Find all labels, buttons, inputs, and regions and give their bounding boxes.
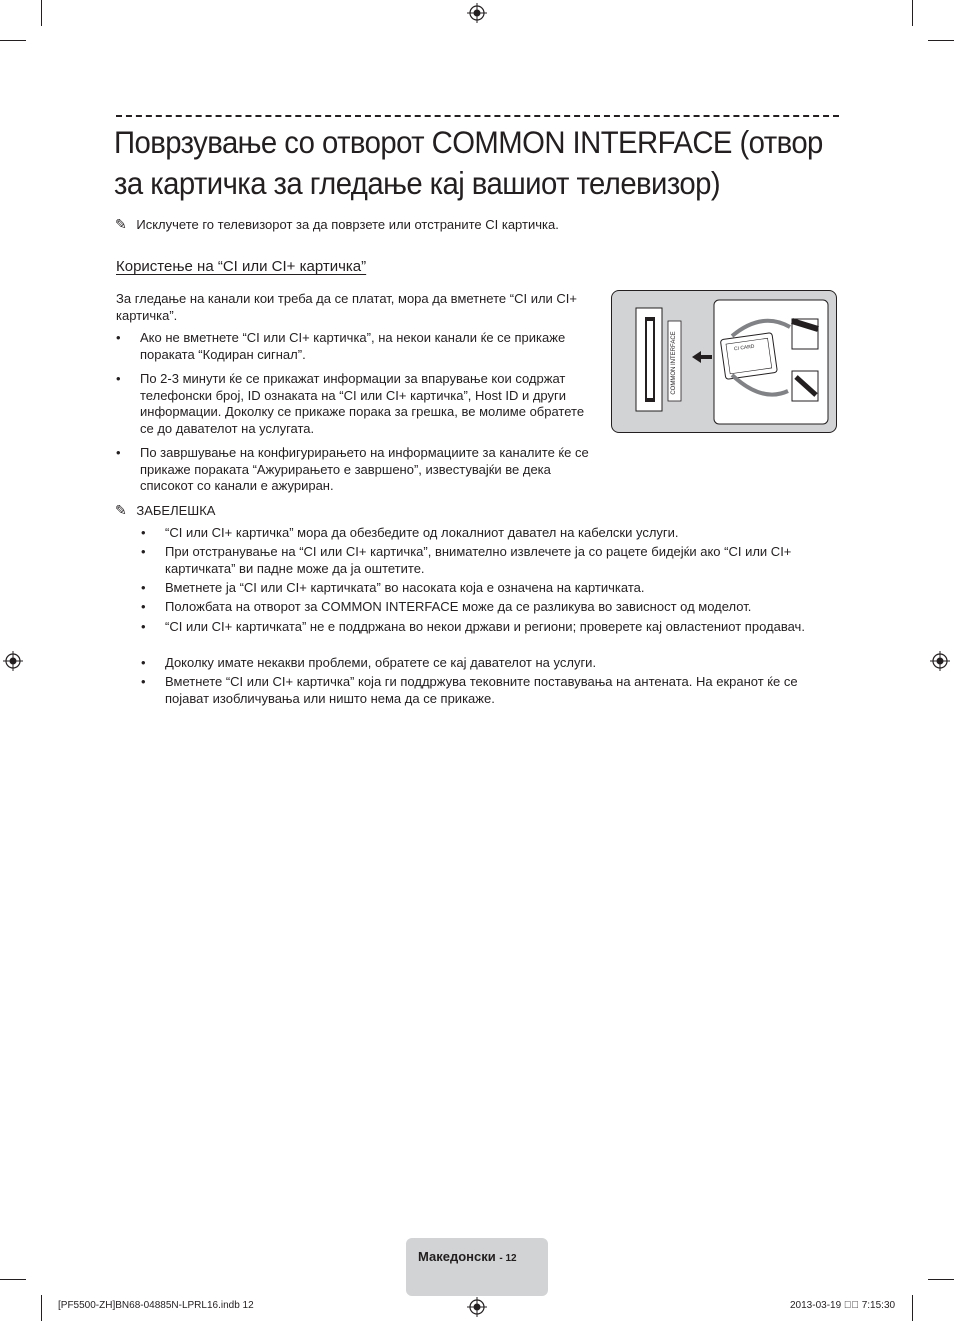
list-item-text: По 2-3 минути ќе се прикажат информации за впарување кои содржат телефонски број, ID ознаката на “CI или CI+ картичка”, Host ID и други информации. Доколку се прикаже порака за грешка, ве молиме обратете се до давателот на услугата. [140,371,585,436]
list-item [116,330,596,364]
bullet-dot: • [141,599,146,614]
list-item-text: Вметнете ја “CI или CI+ картичката” во насоката која е означена на картичката. [165,580,645,595]
crop-mark [928,40,954,41]
page-number-value: - 12 [499,1253,517,1264]
bullet-dot: • [141,655,146,670]
list-item-text: Вметнете “CI или CI+ картичка” која ги поддржува тековните поставувања на антената. На екранот ќе се појават изобличувања или ништо нема да се прикаже. [165,674,798,706]
bullet-dot: • [141,544,146,559]
note-heading [115,502,215,519]
bullet-dot: • [116,371,121,386]
crop-mark [912,1295,913,1321]
list-item-text: Доколку имате некакви проблеми, обратете се кај давателот на услуги. [165,655,597,670]
crop-mark [912,0,913,26]
page-number [418,1249,517,1264]
list-item-text: “CI или CI+ картичка” мора да обезбедите од локалниот давател на кабелски услуги. [165,525,679,540]
card-label: CI CARD [733,343,755,353]
slot-label: COMMON INTERFACE [671,331,677,395]
page-title-line-1: Поврзување со отворот COMMON INTERFACE (отвор [114,124,823,160]
bullet-dot: • [116,445,121,460]
list-item-text: Ако не вметнете “CI или CI+ картичка”, на некои канали ќе се прикаже пораката “Кодиран сигнал”. [140,330,566,362]
list-item-text: При отстранување на “CI или CI+ картичка”, внимателно извлечете ја со рацете бидејќи ако “CI или CI+ картичката” ви падне може да ја оштетите. [165,544,792,576]
print-date-info: 2013-03-19 ￿￿ 7:15:30 [790,1300,896,1311]
section-heading: Користење на “CI или CI+ картичка” [116,258,367,275]
intro-note [115,216,559,233]
crop-mark [928,1279,954,1280]
list-item [141,580,841,597]
title-rule [116,115,839,117]
note-label: ЗАБЕЛЕШКА [136,503,216,518]
registration-mark-icon [3,651,23,671]
language-tab [406,1238,548,1296]
pencil-icon: ✎ [115,216,127,232]
list-item [141,655,841,672]
ci-card-illustration [611,290,837,433]
language-label: Македонски [418,1249,496,1264]
list-item-text: По завршување на конфигурирањето на информациите за каналите ќе се прикаже пораката “Ажурирањето е завршено”, известувајќи ве дека списокот со канали е ажуриран. [140,445,589,493]
list-item [141,674,841,708]
section-paragraph: За гледање на канали кои треба да се платат, мора да вметнете “CI или CI+ картичка”. [116,291,578,323]
crop-mark [41,0,42,26]
list-item [141,525,841,542]
list-item-text: Положбата на отворот за COMMON INTERFACE може да се разликува во зависност од моделот. [165,599,752,614]
list-item [141,599,841,616]
intro-note-text: Исклучете го телевизорот за да поврзете или отстраните CI картичка. [136,217,559,232]
list-item [116,445,596,496]
page-title-line-2: за картичка за гледање кај вашиот телевизор) [114,165,721,201]
registration-mark-icon [467,3,487,23]
registration-mark-icon [467,1297,487,1317]
list-item [116,371,596,439]
list-item [141,619,841,653]
bullet-dot: • [141,580,146,595]
print-file-info: [PF5500-ZH]BN68-04885N-LPRL16.indb 12 [58,1300,254,1311]
crop-mark [0,1279,26,1280]
bullet-dot: • [141,525,146,540]
list-item-text: “CI или CI+ картичката” не е поддржана во некои држави и региони; проверете кај овластениот продавач. [165,619,805,634]
crop-mark [41,1295,42,1321]
crop-mark [0,40,26,41]
bullet-dot: • [141,674,146,689]
bullet-dot: • [116,330,121,345]
list-item [141,544,841,578]
registration-mark-icon [930,651,950,671]
bullet-dot: • [141,619,146,634]
pencil-icon: ✎ [115,502,127,518]
page-title [114,122,823,204]
